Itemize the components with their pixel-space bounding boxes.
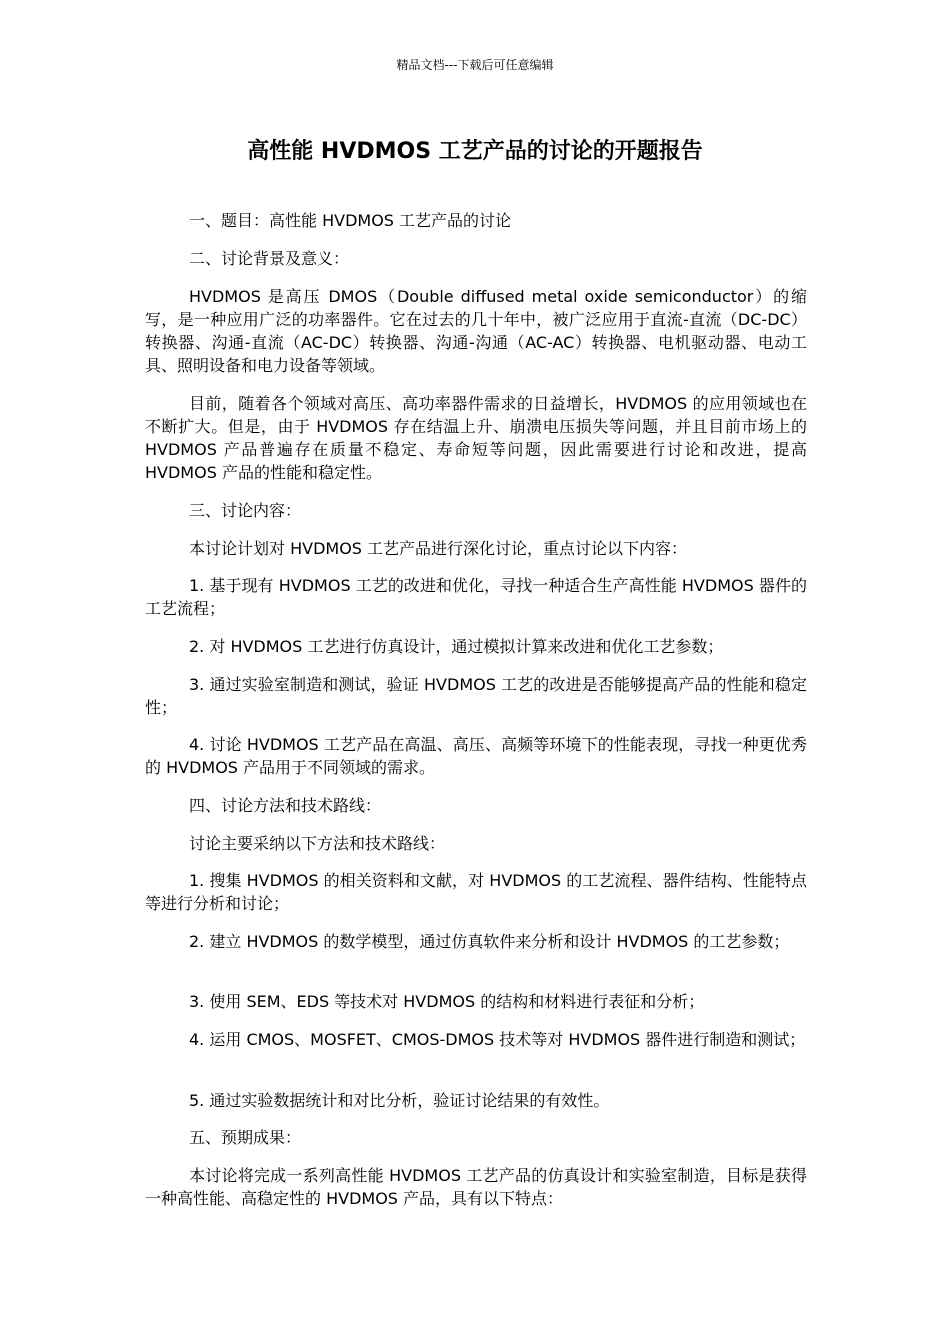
section-2-heading: 二、讨论背景及意义：: [189, 249, 350, 268]
method-item-5: 5. 通过实验数据统计和对比分析，验证讨论结果的有效性。: [189, 1091, 610, 1110]
content-item-4: 4. 讨论 HVDMOS 工艺产品在高温、高压、高频等环境下的性能表现，寻找一种更优秀的 HVDMOS 产品用于不同领域的需求。: [145, 735, 807, 777]
section-4-heading: 四、讨论方法和技术路线：: [189, 796, 382, 815]
background-paragraph-2: 目前，随着各个领域对高压、高功率器件需求的日益增长，HVDMOS 的应用领域也在不断扩大。但是，由于 HVDMOS 存在结温上升、崩溃电压损失等问题，并且目前市场上的 HVDMOS 产品普遍存在质量不稳定、寿命短等问题，因此需要进行讨论和改进，提高 HVDMOS 产品的性能和稳定性。: [145, 394, 807, 482]
method-item-2: 2. 建立 HVDMOS 的数学模型，通过仿真软件来分析和设计 HVDMOS 的工艺参数；: [189, 932, 790, 951]
method-item-3: 3. 使用 SEM、EDS 等技术对 HVDMOS 的结构和材料进行表征和分析；: [189, 992, 705, 1011]
method-intro: 讨论主要采纳以下方法和技术路线：: [189, 834, 446, 853]
content-item-3: 3. 通过实验室制造和测试，验证 HVDMOS 工艺的改进是否能够提高产品的性能和稳定性；: [145, 675, 807, 717]
content-item-2: 2. 对 HVDMOS 工艺进行仿真设计，通过模拟计算来改进和优化工艺参数；: [189, 637, 724, 656]
document-title: 高性能 HVDMOS 工艺产品的讨论的开题报告: [247, 139, 703, 164]
outcome-paragraph: 本讨论将完成一系列高性能 HVDMOS 工艺产品的仿真设计和实验室制造，目标是获得一种高性能、高稳定性的 HVDMOS 产品，具有以下特点：: [145, 1166, 807, 1208]
section-1-topic: 一、题目：高性能 HVDMOS 工艺产品的讨论: [189, 211, 512, 230]
method-item-4: 4. 运用 CMOS、MOSFET、CMOS-DMOS 技术等对 HVDMOS 器件进行制造和测试；: [189, 1030, 806, 1049]
page-header: 精品文档---下载后可任意编辑: [396, 58, 554, 72]
method-item-1: 1. 搜集 HVDMOS 的相关资料和文献，对 HVDMOS 的工艺流程、器件结构、性能特点等进行分析和讨论；: [145, 871, 807, 913]
section-5-heading: 五、预期成果：: [189, 1128, 302, 1147]
content-intro: 本讨论计划对 HVDMOS 工艺产品进行深化讨论，重点讨论以下内容：: [189, 539, 688, 558]
background-paragraph-1: HVDMOS 是高压 DMOS（Double diffused metal oxide semiconductor）的缩写，是一种应用广泛的功率器件。它在过去的几十年中，被广泛应用于直流-直流（DC-DC）转换器、沟通-直流（AC-DC）转换器、沟通-沟通（AC-AC）转换器、电机驱动器、电动工具、照明设备和电力设备等领域。: [145, 287, 807, 375]
section-3-heading: 三、讨论内容：: [189, 501, 302, 520]
content-item-1: 1. 基于现有 HVDMOS 工艺的改进和优化，寻找一种适合生产高性能 HVDMOS 器件的工艺流程；: [145, 576, 807, 618]
